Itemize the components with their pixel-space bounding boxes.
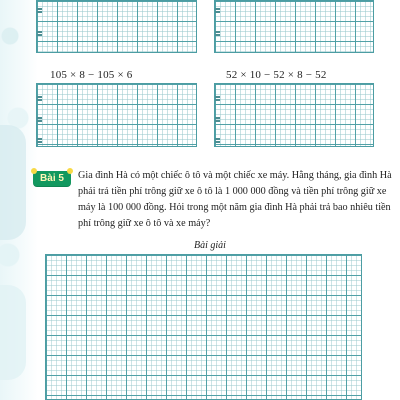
right-expression: 52 × 10 − 52 × 8 − 52 xyxy=(226,69,327,81)
equals-mark-icon xyxy=(215,31,220,33)
equals-mark-icon xyxy=(37,117,42,119)
left-expression: 105 × 8 − 105 × 6 xyxy=(50,69,133,81)
calculation-grid-bottom-right xyxy=(214,83,374,147)
problem-line-1: Gia đình Hà có một chiếc ô tô và một chiếc xe máy. Hằng tháng, gia đình Hà xyxy=(78,170,392,181)
solution-label: Bài giải xyxy=(194,240,226,251)
equals-mark-icon xyxy=(37,31,42,33)
problem-line-3: máy là 100 000 đồng. Hỏi trong một năm gia đình Hà phải trả bao nhiêu tiền xyxy=(78,202,391,213)
equals-mark-icon xyxy=(215,8,220,10)
problem-line-2: phải trả tiền phí trông giữ xe ô tô là 1 000 000 đồng và tiền phí trông giữ xe xyxy=(78,186,387,197)
equals-mark-icon xyxy=(37,8,42,10)
left-decorative-border xyxy=(0,0,38,400)
equals-mark-icon xyxy=(215,117,220,119)
equals-mark-icon xyxy=(215,96,220,98)
calculation-grid-bottom-left xyxy=(36,83,197,147)
equals-mark-icon xyxy=(37,96,42,98)
problem-line-4: phí trông giữ xe ô tô và xe máy? xyxy=(78,218,211,229)
calculation-grid-top-left xyxy=(36,0,197,53)
calculation-grid-top-right xyxy=(214,0,374,53)
answer-grid xyxy=(45,254,362,400)
exercise-problem-text xyxy=(78,168,392,232)
exercise-badge: Bài 5 xyxy=(33,171,71,187)
equals-mark-icon xyxy=(37,138,42,140)
equals-mark-icon xyxy=(215,138,220,140)
